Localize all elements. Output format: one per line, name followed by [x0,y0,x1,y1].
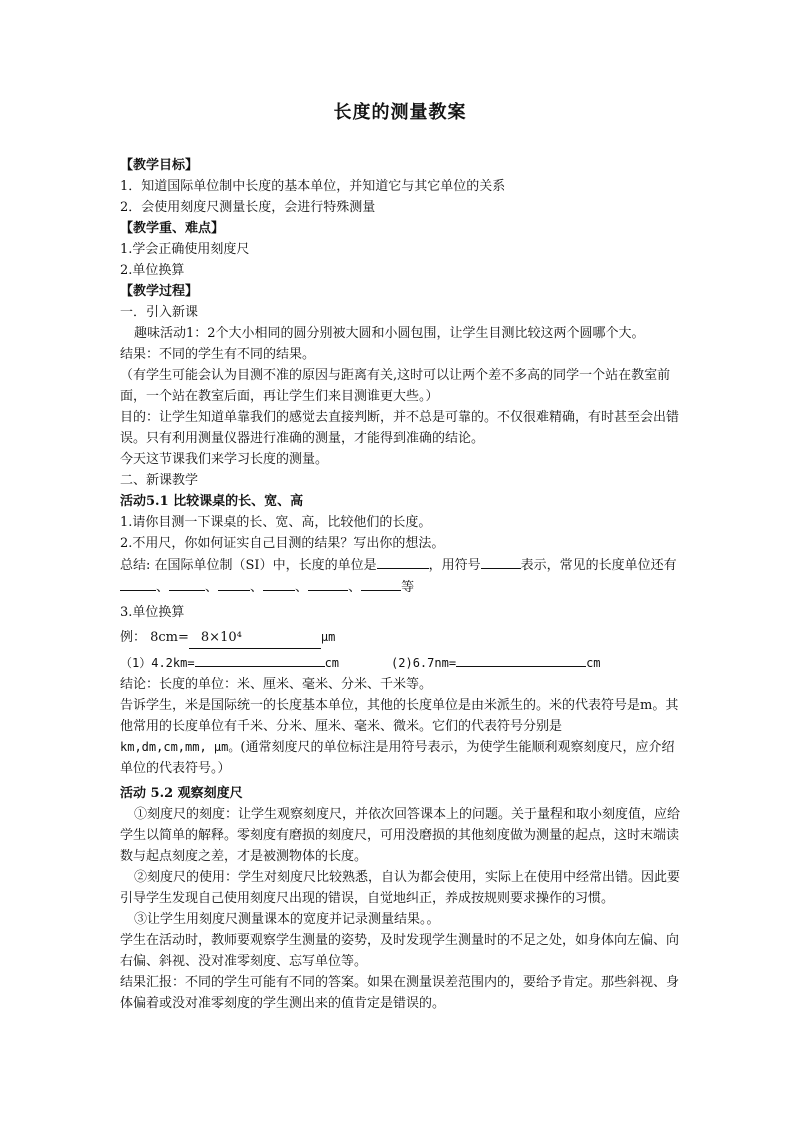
result-1: 结果：不同的学生有不同的结果。 [120,347,316,362]
exercise-2-blank[interactable] [456,666,586,667]
question-1: 1.请你目测一下课桌的长、宽、高，比较他们的长度。 [120,515,432,530]
fun-activity: 趣味活动1：2个大小相同的圆分别被大圆和小圆包围，让学生目测比较这两个圆哪个大。 [134,326,645,341]
separator: 、 [348,580,362,595]
note-1: （有学生可能会认为目测不准的原因与距离有关,这时可以让两个差不多高的同学一个站在教室前面，一个站在教室后面，再让学生们来目测谁更大些。） [120,368,671,404]
question-2: 2.不用尺，你如何证实自己目测的结果？写出你的想法。 [120,536,445,551]
observation-3: ③让学生用刻度尺测量课本的宽度并记录测量结果。。 [134,912,440,927]
blank-symbol[interactable] [481,554,521,569]
document-title: 长度的测量教案 [333,102,467,123]
blank-unit-3[interactable] [218,576,250,591]
separator: 、 [250,580,264,595]
goal-1: 1．知道国际单位制中长度的基本单位，并知道它与其它单位的关系 [120,179,506,194]
purpose: 目的：让学生知道单靠我们的感觉去直接判断，并不总是可靠的。不仅很难精确，有时甚至会出错误。只有利用测量仪器进行准确的测量，才能得到准确的结论。 [120,410,680,446]
document-content [120,102,680,1014]
example-unit: μm [320,630,336,644]
today-intro: 今天这节课我们来学习长度的测量。 [120,452,329,467]
exercise-1-unit: cm [324,656,340,670]
section-2-heading: 二、新课教学 [120,473,199,488]
blank-unit-5[interactable] [308,576,348,591]
example-answer: 8×10⁴ [189,627,321,649]
blank-unit-6[interactable] [361,576,401,591]
summary-text-c: 表示，常见的长度单位还有 [520,558,677,573]
blank-unit-4[interactable] [263,576,295,591]
exercise-1-label: （1）4.2km= [120,656,195,670]
summary-text-b: ，用符号 [428,558,481,573]
blank-unit[interactable] [377,554,429,569]
summary-label: 总结: [120,558,151,573]
summary-paragraph [120,554,680,598]
separator: 、 [156,580,170,595]
exercise-1-blank[interactable] [195,666,325,667]
exercise-line [120,653,680,674]
goals-heading: 【教学目标】 [120,158,199,173]
exercise-2-label: (2)6.7nm= [391,656,457,670]
example-line [120,627,680,649]
blank-unit-2[interactable] [169,576,205,591]
summary-text-a: 在国际单位制（SI）中，长度的单位是 [150,558,377,573]
goal-2: 2．会使用刻度尺测量长度，会进行特殊测量 [120,200,376,215]
activity-5-2-heading: 活动 5.2 观察刻度尺 [120,786,243,801]
tell-students: 告诉学生，米是国际统一的长度基本单位，其他的长度单位是由米派生的。米的代表符号是m。其他常用的长度单位有千米、分米、厘米、毫米、微米。它们的代表符号分别是 [120,698,679,734]
observation-2: ②刻度尺的使用：学生对刻度尺比较熟悉，自认为都会使用，实际上在使用中经常出错。因此要引导学生发现自己使用刻度尺出现的错误，自觉地纠正，养成按规则要求操作的习惯。 [120,870,681,906]
section-1-heading: 一．引入新课 [120,305,199,320]
separator: 、 [205,580,219,595]
keypoint-1: 1.学会正确使用刻度尺 [120,242,250,257]
conclusion: 结论：长度的单位：米、厘米、毫米、分米、千米等。 [120,677,433,692]
activity-5-1-heading: 活动5.1 比较课桌的长、宽、高 [120,494,304,509]
question-3: 3.单位换算 [120,605,185,620]
exercise-2-unit: cm [586,656,601,670]
unit-symbols: km,dm,cm,mm, μm。 [120,740,241,754]
observation-1: ①刻度尺的刻度：让学生观察刻度尺，并依次回答课本上的问题。关于量程和取小刻度值，应给学生以简单的解释。零刻度有磨损的刻度尺，可用没磨损的其他刻度做为测量的起点，这时末端读数与起点刻度之差，才是被测物体的长度。 [120,807,681,864]
symbols-line [120,737,680,779]
process-heading: 【教学过程】 [120,284,199,299]
keypoints-heading: 【教学重、难点】 [120,221,225,236]
result-report: 结果汇报：不同的学生可能有不同的答案。如果在测量误差范围内的，要给予肯定。那些斜视、身体偏着或没对准零刻度的学生测出来的值肯定是错误的。 [120,975,680,1011]
example-label: 例： 8cm= [120,630,189,645]
teacher-observe: 学生在活动时，教师要观察学生测量的姿势，及时发现学生测量时的不足之处，如身体向左偏、向右偏、斜视、没对准零刻度、忘写单位等。 [120,933,680,969]
separator: 、 [295,580,309,595]
keypoint-2: 2.单位换算 [120,263,185,278]
blank-unit-1[interactable] [120,576,156,591]
symbols-note: (通常刻度尺的单位标注是用符号表示，为使学生能顺利观察刻度尺，应介绍单位的代表符号。） [120,740,675,776]
summary-end: 等 [401,580,415,595]
